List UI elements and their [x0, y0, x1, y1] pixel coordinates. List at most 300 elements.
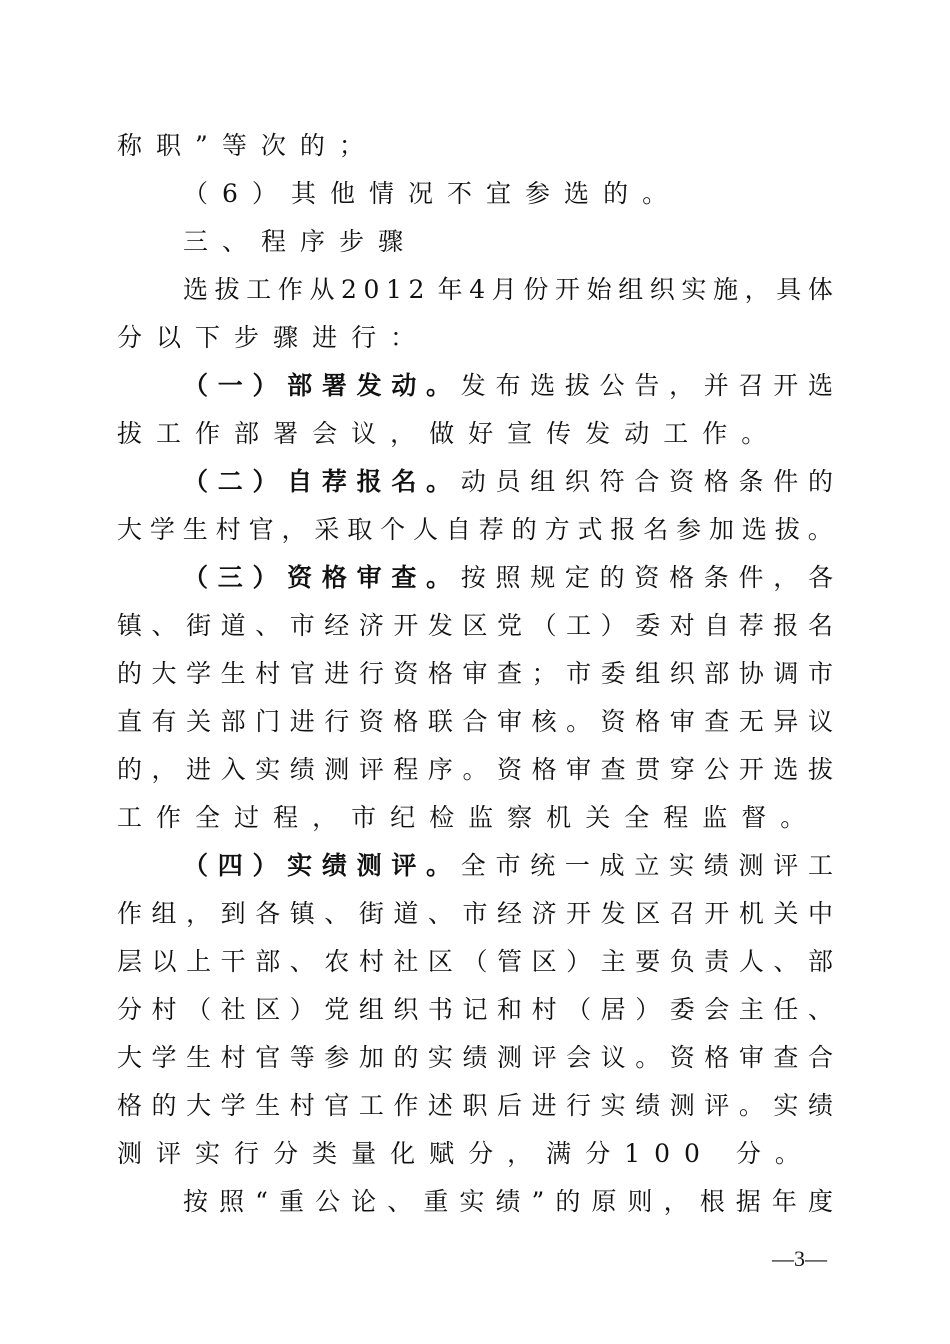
- glyph: 满: [546, 1139, 572, 1168]
- glyph: 党: [497, 611, 523, 640]
- glyph: 选: [773, 755, 799, 784]
- glyph: 序: [427, 755, 453, 784]
- glyph: ，: [773, 563, 799, 592]
- glyph: 社: [393, 947, 419, 976]
- line-text: [117, 702, 833, 742]
- glyph: 大: [117, 1043, 143, 1072]
- glyph: 资: [287, 563, 313, 592]
- glyph: ”: [531, 1187, 545, 1216]
- glyph: 区: [427, 947, 453, 976]
- glyph: “: [255, 1187, 268, 1216]
- page-number: —3—: [772, 1246, 827, 1271]
- glyph: 生: [255, 1091, 281, 1120]
- glyph: （: [183, 467, 209, 496]
- glyph: 报: [610, 515, 636, 544]
- glyph: 称: [117, 131, 143, 160]
- glyph: 署: [321, 371, 347, 400]
- glyph: 组: [618, 275, 644, 304]
- glyph: 以: [156, 323, 182, 352]
- glyph: 社: [220, 995, 246, 1024]
- glyph: 年: [437, 275, 463, 304]
- glyph: 职: [156, 131, 182, 160]
- glyph: ，: [281, 515, 307, 544]
- glyph: ，: [186, 899, 212, 928]
- glyph: 分: [273, 1139, 299, 1168]
- text-line: [117, 750, 833, 790]
- glyph: 测: [669, 1091, 695, 1120]
- line-text: [117, 654, 833, 694]
- glyph: 绩: [289, 755, 315, 784]
- line-text: [117, 510, 833, 550]
- glyph: 异: [773, 707, 799, 736]
- glyph: 街: [186, 611, 212, 640]
- glyph: 评: [358, 755, 384, 784]
- glyph: 布: [495, 371, 521, 400]
- glyph: 按: [183, 1187, 209, 1216]
- glyph: 。: [462, 755, 488, 784]
- glyph: 评: [773, 851, 799, 880]
- glyph: 审: [462, 659, 488, 688]
- glyph: 绩: [495, 1187, 521, 1216]
- step-one-line: [183, 366, 833, 406]
- glyph: 部: [807, 947, 833, 976]
- glyph: 部: [287, 371, 313, 400]
- glyph: 大: [151, 659, 177, 688]
- glyph: 开: [393, 611, 419, 640]
- glyph: 机: [546, 803, 572, 832]
- glyph: 程: [273, 803, 299, 832]
- glyph: 、: [255, 611, 281, 640]
- glyph: 干: [220, 947, 246, 976]
- glyph: 进: [531, 1091, 557, 1120]
- glyph: 加: [358, 1043, 384, 1072]
- glyph: ”: [195, 131, 208, 160]
- glyph: 格: [427, 659, 453, 688]
- glyph: 组: [151, 899, 177, 928]
- glyph: 实: [427, 1043, 453, 1072]
- glyph: 一: [564, 851, 590, 880]
- glyph: 作: [702, 419, 728, 448]
- line-text: [183, 227, 417, 256]
- glyph: 据: [735, 1187, 761, 1216]
- glyph: （: [183, 563, 209, 592]
- glyph: 格: [321, 563, 347, 592]
- glyph: 绩: [462, 1043, 488, 1072]
- glyph: 道: [393, 899, 419, 928]
- glyph: 监: [702, 803, 728, 832]
- glyph: 名: [391, 467, 417, 496]
- glyph: 个: [380, 515, 406, 544]
- glyph: 名: [807, 611, 833, 640]
- glyph: 的: [117, 755, 143, 784]
- text-line: [117, 1086, 833, 1126]
- text-line: [117, 1038, 833, 1078]
- line-text: [117, 1086, 833, 1126]
- glyph: 论: [351, 1187, 377, 1216]
- glyph: 部: [255, 947, 281, 976]
- glyph: ）: [289, 995, 315, 1024]
- glyph: 报: [773, 611, 799, 640]
- glyph: 调: [773, 659, 799, 688]
- glyph: 村: [151, 995, 177, 1024]
- glyph: 官: [255, 1043, 281, 1072]
- text-line: [117, 702, 833, 742]
- glyph: 农: [324, 947, 350, 976]
- glyph: 道: [220, 611, 246, 640]
- glyph: 评: [156, 1139, 182, 1168]
- glyph: 。: [738, 1091, 764, 1120]
- glyph: 区: [255, 995, 281, 1024]
- glyph: 等: [289, 1043, 315, 1072]
- glyph: 。: [780, 803, 806, 832]
- glyph: （: [186, 995, 212, 1024]
- glyph: 查: [704, 707, 730, 736]
- glyph: 自: [287, 467, 313, 496]
- glyph: 上: [186, 947, 212, 976]
- text-line: [117, 990, 833, 1030]
- glyph: 照: [495, 563, 521, 592]
- glyph: 学: [149, 515, 175, 544]
- glyph: 实: [195, 1139, 221, 1168]
- glyph: 员: [495, 467, 521, 496]
- glyph: 街: [358, 899, 384, 928]
- glyph: 动: [391, 371, 417, 400]
- glyph: 分: [468, 1139, 494, 1168]
- glyph: 全: [624, 803, 650, 832]
- glyph: 参: [525, 179, 551, 208]
- glyph: 月: [491, 275, 517, 304]
- glyph: 分: [735, 1139, 761, 1168]
- glyph: 格: [704, 1043, 730, 1072]
- glyph: 原: [591, 1187, 617, 1216]
- glyph: 选: [183, 275, 209, 304]
- glyph: 工: [156, 419, 182, 448]
- glyph: 名: [643, 515, 669, 544]
- glyph: 全: [195, 803, 221, 832]
- glyph: 议: [600, 1043, 626, 1072]
- glyph: 村: [289, 1091, 315, 1120]
- glyph: 官: [324, 1091, 350, 1120]
- glyph: 会: [566, 1043, 592, 1072]
- line-text: [117, 803, 819, 832]
- glyph: ，: [663, 1187, 689, 1216]
- glyph: 、: [387, 1187, 413, 1216]
- glyph: 济: [358, 611, 384, 640]
- glyph: 实: [459, 1187, 485, 1216]
- glyph: 开: [773, 371, 799, 400]
- glyph: 格: [117, 1091, 143, 1120]
- glyph: 有: [151, 707, 177, 736]
- glyph: 拔: [117, 419, 143, 448]
- glyph: 则: [627, 1187, 653, 1216]
- glyph: 方: [544, 515, 570, 544]
- glyph: 资: [634, 563, 660, 592]
- glyph: 人: [738, 947, 764, 976]
- glyph: 组: [635, 659, 661, 688]
- glyph: 分: [117, 995, 143, 1024]
- glyph: 行: [566, 1091, 592, 1120]
- glyph: 资: [669, 1043, 695, 1072]
- glyph: 协: [738, 659, 764, 688]
- glyph: （: [183, 179, 209, 208]
- glyph: ；: [531, 659, 557, 688]
- glyph: 、: [427, 899, 453, 928]
- glyph: 资: [393, 659, 419, 688]
- glyph: 实: [600, 1091, 626, 1120]
- glyph: 进: [312, 323, 338, 352]
- glyph: 部: [220, 707, 246, 736]
- glyph: 。: [426, 467, 452, 496]
- glyph: 织: [393, 995, 419, 1024]
- glyph: 不: [447, 179, 473, 208]
- glyph: 测: [738, 851, 764, 880]
- glyph: ）: [252, 467, 278, 496]
- glyph: 格: [635, 707, 661, 736]
- glyph: 件: [738, 563, 764, 592]
- glyph: 查: [391, 563, 417, 592]
- glyph: 记: [462, 995, 488, 1024]
- glyph: 绩: [635, 1091, 661, 1120]
- line-text: [117, 1139, 814, 1168]
- glyph: 统: [530, 851, 556, 880]
- text-line: [117, 894, 833, 934]
- glyph: 4: [469, 275, 486, 304]
- glyph: 绩: [703, 851, 729, 880]
- glyph: 行: [324, 707, 350, 736]
- glyph: 开: [738, 755, 764, 784]
- glyph: 自: [445, 515, 471, 544]
- glyph: 照: [219, 1187, 245, 1216]
- glyph: 审: [566, 755, 592, 784]
- glyph: 1: [386, 275, 402, 304]
- glyph: 自: [704, 611, 730, 640]
- glyph: 关: [773, 899, 799, 928]
- glyph: 审: [669, 707, 695, 736]
- glyph: ，: [151, 755, 177, 784]
- glyph: 。: [566, 707, 592, 736]
- glyph: 经: [497, 899, 523, 928]
- glyph: 市: [566, 659, 592, 688]
- glyph: 书: [427, 995, 453, 1024]
- glyph: 次: [260, 131, 286, 160]
- glyph: 会: [312, 419, 338, 448]
- glyph: 条: [703, 563, 729, 592]
- glyph: 参: [324, 1043, 350, 1072]
- glyph: 镇: [117, 611, 143, 640]
- text-line: [183, 1182, 833, 1222]
- glyph: 贯: [635, 755, 661, 784]
- glyph: 荐: [321, 467, 347, 496]
- glyph: 市: [807, 659, 833, 688]
- glyph: 作: [156, 803, 182, 832]
- glyph: 作: [195, 419, 221, 448]
- glyph: 评: [531, 1043, 557, 1072]
- step-two-line: [183, 462, 833, 502]
- glyph: 要: [635, 947, 661, 976]
- glyph: 宜: [486, 179, 512, 208]
- glyph: 实: [287, 851, 313, 880]
- glyph: 传: [546, 419, 572, 448]
- glyph: ：: [390, 323, 416, 352]
- glyph: 化: [390, 1139, 416, 1168]
- glyph: ，: [312, 803, 338, 832]
- glyph: 程: [393, 755, 419, 784]
- glyph: 察: [507, 803, 533, 832]
- glyph: 资: [600, 707, 626, 736]
- glyph: 量: [351, 1139, 377, 1168]
- glyph: [714, 1139, 722, 1168]
- glyph: 委: [600, 659, 626, 688]
- glyph: 主: [600, 947, 626, 976]
- glyph: 市: [495, 851, 521, 880]
- glyph: 动: [460, 467, 486, 496]
- glyph: 格: [703, 467, 729, 496]
- step-four-line: [183, 846, 833, 886]
- glyph: 查: [773, 1043, 799, 1072]
- glyph: 区: [531, 947, 557, 976]
- glyph: 好: [468, 419, 494, 448]
- line-text: [117, 323, 429, 352]
- glyph: 他: [329, 179, 355, 208]
- glyph: 中: [807, 899, 833, 928]
- glyph: 2: [341, 275, 357, 304]
- glyph: 入: [220, 755, 246, 784]
- glyph: 居: [600, 995, 626, 1024]
- line-text: [183, 846, 833, 886]
- glyph: 拔: [774, 515, 800, 544]
- glyph: 发: [600, 899, 626, 928]
- glyph: 评: [391, 851, 417, 880]
- glyph: ，: [390, 419, 416, 448]
- glyph: 学: [186, 659, 212, 688]
- glyph: 作: [117, 899, 143, 928]
- glyph: 选: [741, 515, 767, 544]
- glyph: 四: [217, 851, 243, 880]
- text-line: [117, 942, 833, 982]
- glyph: 参: [676, 515, 702, 544]
- glyph: 的: [299, 131, 325, 160]
- glyph: 查: [600, 755, 626, 784]
- glyph: 召: [669, 899, 695, 928]
- glyph: 进: [289, 707, 315, 736]
- glyph: 资: [358, 707, 384, 736]
- glyph: 监: [468, 803, 494, 832]
- glyph: 市: [462, 899, 488, 928]
- glyph: 村: [215, 515, 241, 544]
- glyph: 拔: [564, 371, 590, 400]
- glyph: 生: [186, 1043, 212, 1072]
- glyph: 会: [704, 995, 730, 1024]
- glyph: 其: [290, 179, 316, 208]
- line-text: [183, 179, 681, 208]
- glyph: 人: [413, 515, 439, 544]
- glyph: 测: [117, 1139, 143, 1168]
- glyph: 0: [654, 1139, 671, 1168]
- glyph: 序: [300, 227, 326, 256]
- glyph: 学: [151, 1043, 177, 1072]
- glyph: 门: [255, 707, 281, 736]
- glyph: ）: [252, 851, 278, 880]
- glyph: 下: [195, 323, 221, 352]
- glyph: 生: [182, 515, 208, 544]
- glyph: 工: [117, 803, 143, 832]
- glyph: 审: [738, 1043, 764, 1072]
- glyph: 度: [807, 1187, 833, 1216]
- line-text: [117, 990, 833, 1030]
- glyph: 作: [277, 275, 303, 304]
- glyph: 施: [713, 275, 739, 304]
- glyph: 根: [699, 1187, 725, 1216]
- glyph: 、: [151, 611, 177, 640]
- glyph: 宣: [507, 419, 533, 448]
- line-text: [117, 606, 833, 646]
- glyph: 济: [531, 899, 557, 928]
- text-line: [183, 270, 833, 310]
- glyph: 职: [462, 1091, 488, 1120]
- glyph: 。: [774, 1139, 800, 1168]
- glyph: 公: [599, 371, 625, 400]
- glyph: 发: [427, 611, 453, 640]
- text-line: [117, 798, 833, 838]
- glyph: 、: [324, 899, 350, 928]
- glyph: （: [183, 851, 209, 880]
- glyph: 实: [773, 1091, 799, 1120]
- glyph: 的: [393, 1043, 419, 1072]
- text-line: [117, 414, 833, 454]
- glyph: 具: [776, 275, 802, 304]
- glyph: 各: [255, 899, 281, 928]
- glyph: 审: [497, 707, 523, 736]
- glyph: 并: [703, 371, 729, 400]
- glyph: 骤: [273, 323, 299, 352]
- glyph: 各: [807, 563, 833, 592]
- glyph: 类: [312, 1139, 338, 1168]
- glyph: 关: [186, 707, 212, 736]
- glyph: 按: [460, 563, 486, 592]
- glyph: 格: [669, 563, 695, 592]
- glyph: 党: [324, 995, 350, 1024]
- glyph: 、: [773, 947, 799, 976]
- glyph: 始: [586, 275, 612, 304]
- glyph: 督: [741, 803, 767, 832]
- glyph: 以: [151, 947, 177, 976]
- glyph: （: [462, 947, 488, 976]
- glyph: 公: [704, 755, 730, 784]
- glyph: 联: [427, 707, 453, 736]
- glyph: 份: [523, 275, 549, 304]
- glyph: 实: [669, 851, 695, 880]
- glyph: 条: [738, 467, 764, 496]
- line-text: [183, 462, 833, 502]
- glyph: 格: [531, 755, 557, 784]
- glyph: 式: [577, 515, 603, 544]
- glyph: 开: [554, 275, 580, 304]
- glyph: 行: [234, 1139, 260, 1168]
- glyph: 骤: [378, 227, 404, 256]
- glyph: 到: [220, 899, 246, 928]
- glyph: 1: [624, 1139, 641, 1168]
- glyph: 大: [186, 1091, 212, 1120]
- glyph: 纪: [390, 803, 416, 832]
- line-text: [117, 131, 378, 160]
- glyph: 、: [807, 995, 833, 1024]
- step-three-line: [183, 558, 833, 598]
- glyph: 责: [704, 947, 730, 976]
- glyph: 重: [279, 1187, 305, 1216]
- glyph: 2: [408, 275, 425, 304]
- glyph: 大: [117, 515, 143, 544]
- glyph: 实: [255, 755, 281, 784]
